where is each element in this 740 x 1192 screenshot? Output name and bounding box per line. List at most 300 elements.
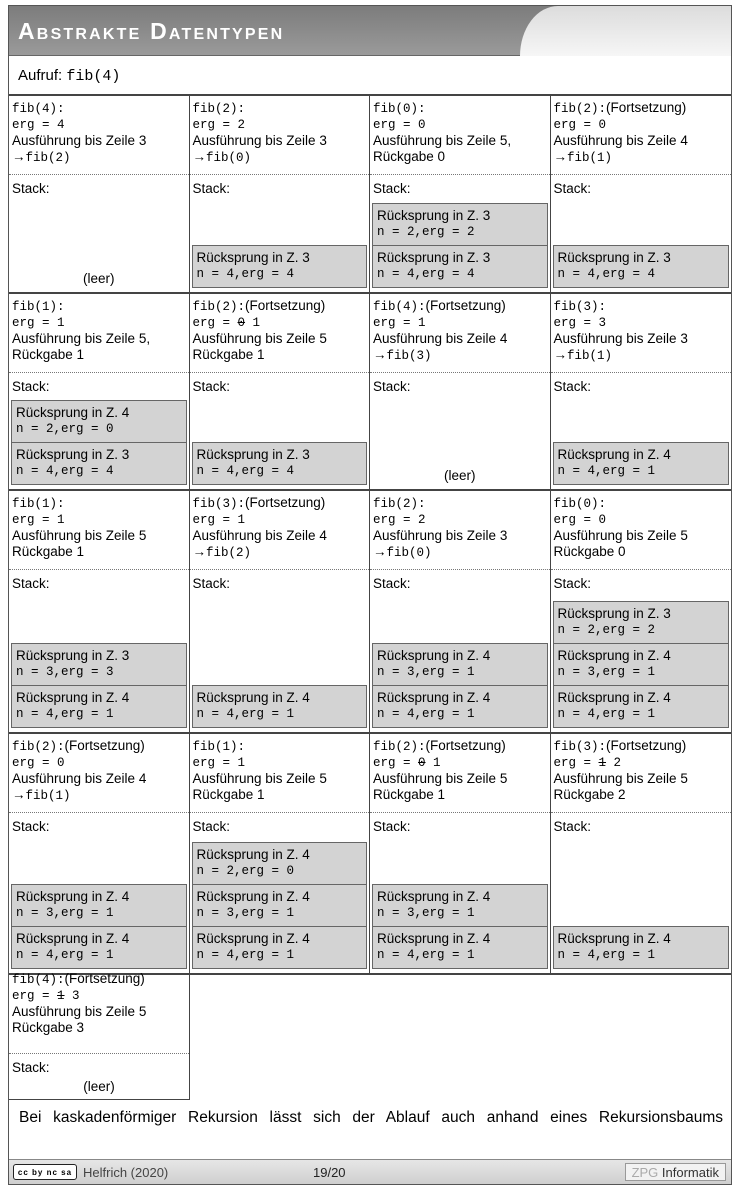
call-line [12,738,186,755]
footer [9,1159,731,1184]
trace-cell [551,96,732,292]
stack-area [551,570,732,731]
frame-variables: n = 4,erg = 1 [16,707,114,721]
stack-label: Stack: [373,576,411,591]
erg-line [373,512,547,528]
return-address: Rücksprung in Z. 3 [377,208,491,223]
stack-frame [192,926,368,969]
arrow-icon: → [373,544,387,559]
execution-line: Ausführung bis Zeile 3 [12,133,147,148]
stack-label: Stack: [553,379,592,394]
trace-cell [9,491,190,732]
stack-frame [11,442,187,485]
stack-label: Stack: [553,819,592,834]
call-line [12,100,186,117]
erg-prefix: erg = [553,756,599,770]
stack-label: Stack: [12,1060,50,1075]
return-value: Rückgabe 1 [373,787,446,802]
erg-line [193,117,367,133]
erg-value: erg = 1 [12,513,65,527]
execution-line: Ausführung bis Zeile 3 [192,133,327,148]
call-name: fib(0): [553,497,607,511]
return-address: Rücksprung in Z. 4 [196,889,310,904]
next-call: fib(1) [567,349,613,363]
return-value: Rückgabe 1 [192,347,265,362]
erg-line [554,315,729,331]
call-suffix: (Fortsetzung) [245,495,326,510]
return-address: Rücksprung in Z. 4 [557,690,671,705]
execution-line: Ausführung bis Zeile 3 [553,331,688,346]
return-address: Rücksprung in Z. 4 [16,690,130,705]
call-suffix: (Fortsetzung) [64,971,145,986]
trace-cell [9,294,190,489]
call-suffix: (Fortsetzung) [425,298,506,313]
erg-line [193,512,367,528]
stack-frames [372,203,548,288]
stack-frames [11,400,187,485]
call-line [373,738,547,755]
stack-frame [553,442,730,485]
call-name: fib(4): [12,102,65,116]
call-name: fib(4): [373,300,426,314]
next-call: fib(2) [25,151,71,165]
return-address: Rücksprung in Z. 4 [196,847,310,862]
frame-variables: n = 4,erg = 4 [377,267,475,281]
frame-variables: n = 2,erg = 2 [557,623,656,637]
erg-old-value: 1 [57,989,65,1003]
erg-prefix: erg = [373,756,419,770]
page [8,5,732,1185]
return-value: Rückgabe 1 [12,544,85,559]
stack-frame [192,245,368,288]
frame-variables: n = 4,erg = 1 [16,948,114,962]
trace-grid [9,94,731,975]
arrow-icon: → [12,787,26,802]
next-line [193,544,367,561]
next-line [373,787,547,803]
frame-variables: n = 4,erg = 1 [557,948,656,962]
execution-line: Ausführung bis Zeile 4 [12,771,147,786]
frame-variables: n = 4,erg = 4 [196,267,295,281]
next-line [12,787,186,804]
erg-line [193,315,367,331]
call-label: Aufruf: [18,67,63,84]
stack-area [551,813,732,972]
call-line [193,738,367,755]
execution-line: Ausführung bis Zeile 5 [12,528,147,543]
trace-cell [190,294,371,489]
call-line [554,100,729,117]
erg-new-value: 3 [64,989,80,1003]
stack-empty-label: (leer) [443,468,476,483]
stack-label: Stack: [192,181,231,196]
erg-line [193,755,367,771]
erg-value: erg = 0 [373,118,426,132]
arrow-icon: → [192,544,206,559]
execution-line: Ausführung bis Zeile 5 [192,331,327,346]
cell-info [551,96,732,175]
stack-frame [192,685,368,728]
stack-area [551,373,732,488]
next-line [193,149,367,166]
stack-area [190,570,370,731]
call-line [12,495,186,512]
erg-line [12,988,186,1004]
cell-info [370,491,550,570]
next-line [12,544,186,560]
call-line [554,738,729,755]
return-address: Rücksprung in Z. 4 [196,931,310,946]
call-code: fib(4) [66,68,121,85]
erg-value: erg = 1 [12,316,65,330]
frame-variables: n = 2,erg = 0 [196,864,295,878]
return-address: Rücksprung in Z. 4 [377,690,491,705]
next-call: fib(1) [567,151,613,165]
erg-line [373,315,547,331]
stack-area [190,813,370,972]
trace-cell [370,734,551,973]
stack-frames [372,884,548,969]
return-address: Rücksprung in Z. 3 [377,250,491,265]
stack-label: Stack: [553,181,592,196]
return-address: Rücksprung in Z. 3 [557,606,671,621]
return-address: Rücksprung in Z. 4 [377,889,491,904]
call-name: fib(2): [12,740,65,754]
stack-frame [553,685,730,728]
stack-label: Stack: [373,819,411,834]
erg-new-value: 1 [245,316,261,330]
stack-frame [11,884,187,927]
execution-line: Ausführung bis Zeile 3 [373,528,508,543]
next-line [554,149,729,166]
frame-variables: n = 3,erg = 1 [557,665,656,679]
execution-line: Ausführung bis Zeile 5 [553,771,688,786]
call-line [12,298,186,315]
cell-info [370,734,550,813]
cell-info [551,294,732,373]
arrow-icon: → [373,347,387,362]
cell-info [551,491,732,570]
execution-line: Ausführung bis Zeile 5 [553,528,688,543]
erg-value: erg = 2 [192,118,246,132]
frame-variables: n = 2,erg = 0 [16,422,114,436]
return-value: Rückgabe 3 [12,1020,85,1035]
erg-line [554,512,729,528]
stack-label: Stack: [12,819,50,834]
trace-cell [370,491,551,732]
stack-label: Stack: [373,181,411,196]
trace-cell [551,294,732,489]
erg-old-value: 0 [418,756,426,770]
execution-line: Ausführung bis Zeile 5, [373,133,512,148]
stack-frame [553,643,730,686]
arrow-icon: → [12,149,26,164]
return-value: Rückgabe 0 [553,544,626,559]
stack-frame [553,926,730,969]
call-name: fib(0): [373,102,426,116]
frame-variables: n = 3,erg = 1 [16,906,114,920]
stack-frames [553,926,730,969]
stack-area [9,813,189,972]
next-line [12,1020,186,1036]
stack-frames [11,643,187,728]
return-address: Rücksprung in Z. 4 [16,889,130,904]
call-line [554,298,729,315]
return-address: Rücksprung in Z. 4 [196,690,310,705]
stack-area [190,175,370,291]
stack-frame [192,884,368,927]
return-value: Rückgabe 1 [12,347,85,362]
frame-variables: n = 4,erg = 1 [377,707,475,721]
call-name: fib(1): [12,497,65,511]
next-call: fib(0) [206,151,252,165]
next-line [193,787,367,803]
frame-variables: n = 3,erg = 3 [16,665,114,679]
stack-label: Stack: [12,576,50,591]
execution-line: Ausführung bis Zeile 5 [373,771,508,786]
stack-frame [192,442,368,485]
erg-line [12,512,186,528]
call-name: fib(1): [192,740,246,754]
footer-author: Helfrich (2020) [83,1165,169,1180]
stack-label: Stack: [192,576,231,591]
return-address: Rücksprung in Z. 4 [16,405,130,420]
stack-frames [553,601,730,728]
stack-frames [553,442,730,485]
next-line [193,347,367,363]
stack-frame [372,245,548,288]
next-line [12,149,186,166]
trace-cell [190,734,371,973]
stack-label: Stack: [12,379,50,394]
next-line [554,347,729,364]
stack-frames [372,643,548,728]
bottom-text: Bei kaskadenförmiger Rekursion lässt sich der Ablauf auch anhand eines Rekursionsbaums [19,1109,723,1126]
page-number: 19/20 [313,1165,346,1180]
stack-frames [553,245,730,288]
execution-line: Ausführung bis Zeile 5, [12,331,151,346]
return-address: Rücksprung in Z. 4 [557,931,671,946]
arrow-icon: → [553,347,567,362]
return-address: Rücksprung in Z. 4 [557,447,671,462]
call-name: fib(3): [553,740,607,754]
erg-prefix: erg = [12,989,58,1003]
cell-info [9,967,189,1054]
brand-name: Informatik [661,1165,719,1180]
cc-license-icon [13,1164,77,1180]
call-name: fib(4): [12,973,65,987]
call-line [554,495,729,512]
call-name: fib(2): [553,102,607,116]
frame-variables: n = 4,erg = 1 [196,707,295,721]
stack-frame [11,400,187,443]
stack-label: Stack: [553,576,592,591]
stack-area [370,813,550,972]
return-value: Rückgabe 2 [553,787,626,802]
trace-cell [551,734,732,973]
execution-line: Ausführung bis Zeile 5 [192,771,327,786]
stack-area [9,373,189,488]
next-line [373,347,547,364]
execution-line: Ausführung bis Zeile 4 [553,133,688,148]
trace-row [9,491,731,734]
next-line [554,787,729,803]
next-line [373,544,547,561]
frame-variables: n = 4,erg = 1 [557,464,656,478]
stack-frames [192,685,368,728]
frame-variables: n = 3,erg = 1 [196,906,295,920]
erg-old-value: 1 [598,756,607,770]
stack-area [370,373,550,488]
erg-value: erg = 1 [373,316,426,330]
execution-line: Ausführung bis Zeile 5 [12,1004,147,1019]
stack-frames [192,245,368,288]
call-name: fib(3): [553,300,607,314]
call-line [12,971,186,988]
stack-frame [372,643,548,686]
execution-line: Ausführung bis Zeile 4 [373,331,508,346]
trace-cell [370,96,551,292]
stack-area [370,570,550,731]
stack-frame [11,685,187,728]
arrow-icon: → [192,149,206,164]
arrow-icon: → [553,149,567,164]
call-line [373,495,547,512]
brand-prefix: ZPG [631,1165,659,1180]
stack-area [551,175,732,291]
header-bar [9,6,731,56]
trace-cell [190,96,371,292]
stack-empty-label: (leer) [82,271,115,286]
call-line [373,100,547,117]
cell-info [370,96,550,175]
trace-cell [9,96,190,292]
erg-value: erg = 0 [553,513,607,527]
call-name: fib(2): [373,740,426,754]
cell-info [9,734,189,813]
call-suffix: (Fortsetzung) [245,298,326,313]
erg-value: erg = 4 [12,118,65,132]
brand-badge [625,1163,726,1181]
stack-frame [372,203,548,246]
stack-label: Stack: [373,379,411,394]
cell-info [9,294,189,373]
return-address: Rücksprung in Z. 3 [16,648,130,663]
frame-variables: n = 4,erg = 1 [377,948,475,962]
erg-value: erg = 1 [192,756,246,770]
frame-variables: n = 2,erg = 2 [377,225,475,239]
stack-area [370,175,550,291]
frame-variables: n = 4,erg = 4 [16,464,114,478]
erg-old-value: 0 [237,316,246,330]
erg-line [554,755,729,771]
erg-new-value: 2 [606,756,622,770]
stack-frame [372,884,548,927]
return-address: Rücksprung in Z. 3 [557,250,671,265]
trace-row [9,734,731,975]
trace-row [9,294,731,491]
call-name: fib(3): [192,497,246,511]
frame-variables: n = 4,erg = 1 [196,948,295,962]
cell-info [190,491,370,570]
frame-variables: n = 4,erg = 1 [557,707,656,721]
call-suffix: (Fortsetzung) [425,738,506,753]
page-title: Abstrakte Datentypen [18,18,285,44]
erg-value: erg = 0 [553,118,607,132]
call-name: fib(1): [12,300,65,314]
call-line [193,100,367,117]
frame-variables: n = 4,erg = 4 [557,267,656,281]
header-tab-decoration [520,6,731,56]
next-call: fib(1) [25,789,71,803]
cell-info [190,96,370,175]
license-text: cc by nc sa [17,1167,73,1177]
call-name: fib(2): [373,497,426,511]
frame-variables: n = 3,erg = 1 [377,665,475,679]
erg-line [12,315,186,331]
erg-prefix: erg = [192,316,238,330]
erg-value: erg = 2 [373,513,426,527]
call-name: fib(2): [192,102,246,116]
erg-value: erg = 1 [192,513,246,527]
next-call: fib(2) [206,546,252,560]
erg-value: erg = 0 [12,756,65,770]
stack-label: Stack: [192,819,231,834]
stack-frame [11,926,187,969]
call-name: fib(2): [192,300,246,314]
stack-frame [553,245,730,288]
trace-cell [551,491,732,732]
trace-cell [9,734,190,973]
trace-cell [190,491,371,732]
erg-value: erg = 3 [553,316,607,330]
stack-frame [372,685,548,728]
stack-frames [192,442,368,485]
stack-area [9,570,189,731]
stack-frame [192,842,368,885]
call-line [193,298,367,315]
next-call: fib(0) [386,546,432,560]
stack-area [9,175,189,291]
return-address: Rücksprung in Z. 4 [16,931,130,946]
cell-info [190,294,370,373]
next-line [12,347,186,363]
frame-variables: n = 4,erg = 4 [196,464,295,478]
cell-info [551,734,732,813]
call-line [373,298,547,315]
frame-variables: n = 3,erg = 1 [377,906,475,920]
call-suffix: (Fortsetzung) [606,100,687,115]
call-line [18,67,120,85]
call-line [193,495,367,512]
erg-line [554,117,729,133]
next-line [373,149,547,165]
return-value: Rückgabe 0 [373,149,446,164]
erg-line [373,117,547,133]
execution-line: Ausführung bis Zeile 4 [192,528,327,543]
stack-frame [11,643,187,686]
erg-line [373,755,547,771]
call-suffix: (Fortsetzung) [64,738,145,753]
trace-cell [370,294,551,489]
erg-line [12,117,186,133]
return-address: Rücksprung in Z. 4 [557,648,671,663]
final-cell [9,967,190,1100]
stack-label: Stack: [192,379,231,394]
stack-frame [553,601,730,644]
stack-label: Stack: [12,181,50,196]
stack-frames [192,842,368,969]
